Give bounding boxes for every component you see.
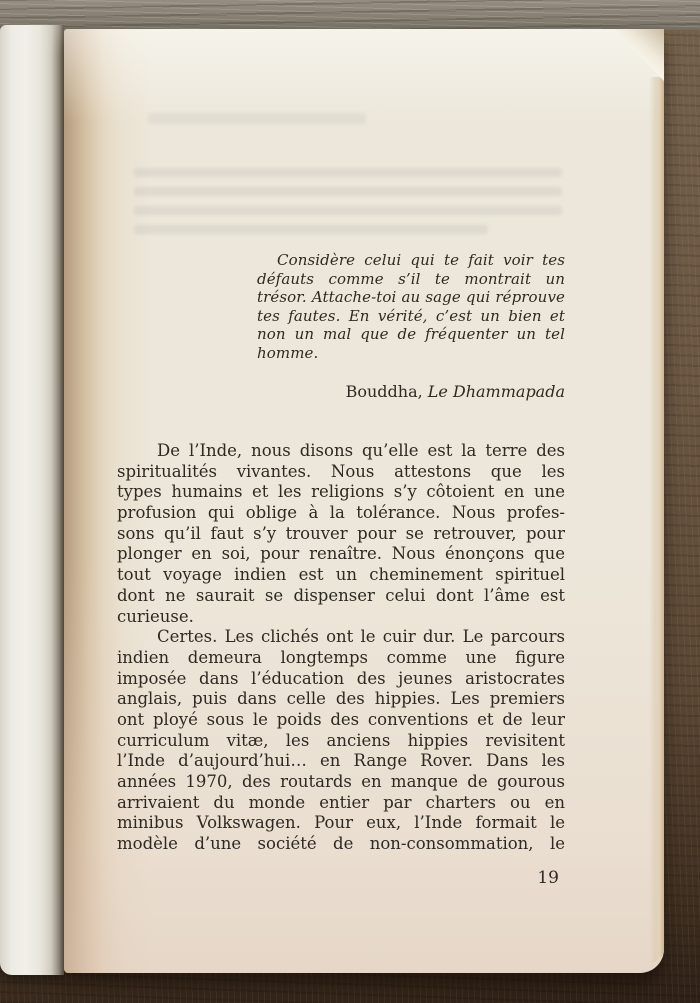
body-line: sons qu’il faut s’y trouver pour se retrouver, pour [117, 523, 565, 543]
epigraph-attribution [257, 382, 565, 401]
body-line: Certes. Les clichés ont le cuir dur. Le parcours [157, 627, 565, 647]
epigraph-quote [257, 251, 565, 363]
body-line: dont ne saurait se dispenser celui dont l’âme est [117, 585, 565, 605]
left-page-stack [0, 25, 64, 975]
page-corner-fold [614, 29, 664, 81]
body-line: minibus Volkswagen. Pour eux, l’Inde formait le [117, 813, 565, 833]
body-line: années 1970, des routards en manque de gourous [117, 772, 565, 791]
page-number: 19 [537, 868, 559, 888]
body-line: spiritualités vivantes. Nous attestons que les [117, 461, 565, 481]
body-line: curieuse. [117, 606, 194, 626]
body-line: l’Inde d’aujourd’hui… en Range Rover. Dans les [117, 751, 565, 771]
body-line: ont ployé sous le poids des conventions et de leur [117, 709, 565, 729]
showthrough-line [134, 225, 488, 234]
attribution-author: Bouddha, [345, 382, 423, 401]
showthrough-line [134, 168, 562, 177]
attribution-work-title: Le Dhammapada [427, 382, 565, 401]
body-line: profusion qui oblige à la tolérance. Nous profes- [117, 503, 565, 523]
epigraph-line: défauts comme s’il te montrait un [257, 269, 565, 288]
body-line: arrivaient du monde entier par charters ou en [117, 792, 565, 812]
body-line: De l’Inde, nous disons qu’elle est la terre des [157, 441, 565, 460]
paragraph-1 [117, 441, 565, 627]
epigraph-line: trésor. Attache-toi au sage qui réprouve [257, 288, 565, 307]
paragraph-2 [117, 627, 565, 855]
body-line: imposée dans l’éducation des jeunes aristocrates [117, 668, 565, 688]
body-line: plonger en soi, pour renaître. Nous énonçons que [117, 544, 565, 564]
page-body [117, 441, 565, 855]
showthrough-line [134, 206, 562, 215]
body-line: modèle d’une société de non-consommation, le [117, 834, 565, 854]
epigraph-line: Considère celui qui te fait voir tes [277, 251, 565, 269]
epigraph-line: non un mal que de fréquenter un tel [257, 325, 565, 344]
body-line: anglais, puis dans celle des hippies. Les premiers [117, 689, 565, 709]
showthrough-heading [148, 113, 366, 124]
body-line: curriculum vitæ, les anciens hippies revisitent [117, 730, 565, 750]
body-line: types humains et les religions s’y côtoient en une [117, 482, 565, 502]
body-line: indien demeura longtemps comme une figure [117, 647, 565, 667]
showthrough-line [134, 187, 562, 196]
fore-edge-page-stack [649, 77, 664, 963]
epigraph-line: homme. [257, 343, 319, 362]
epigraph-line: tes fautes. En vérité, c’est un bien et [257, 306, 565, 325]
body-line: tout voyage indien est un cheminement spirituel [117, 565, 565, 585]
